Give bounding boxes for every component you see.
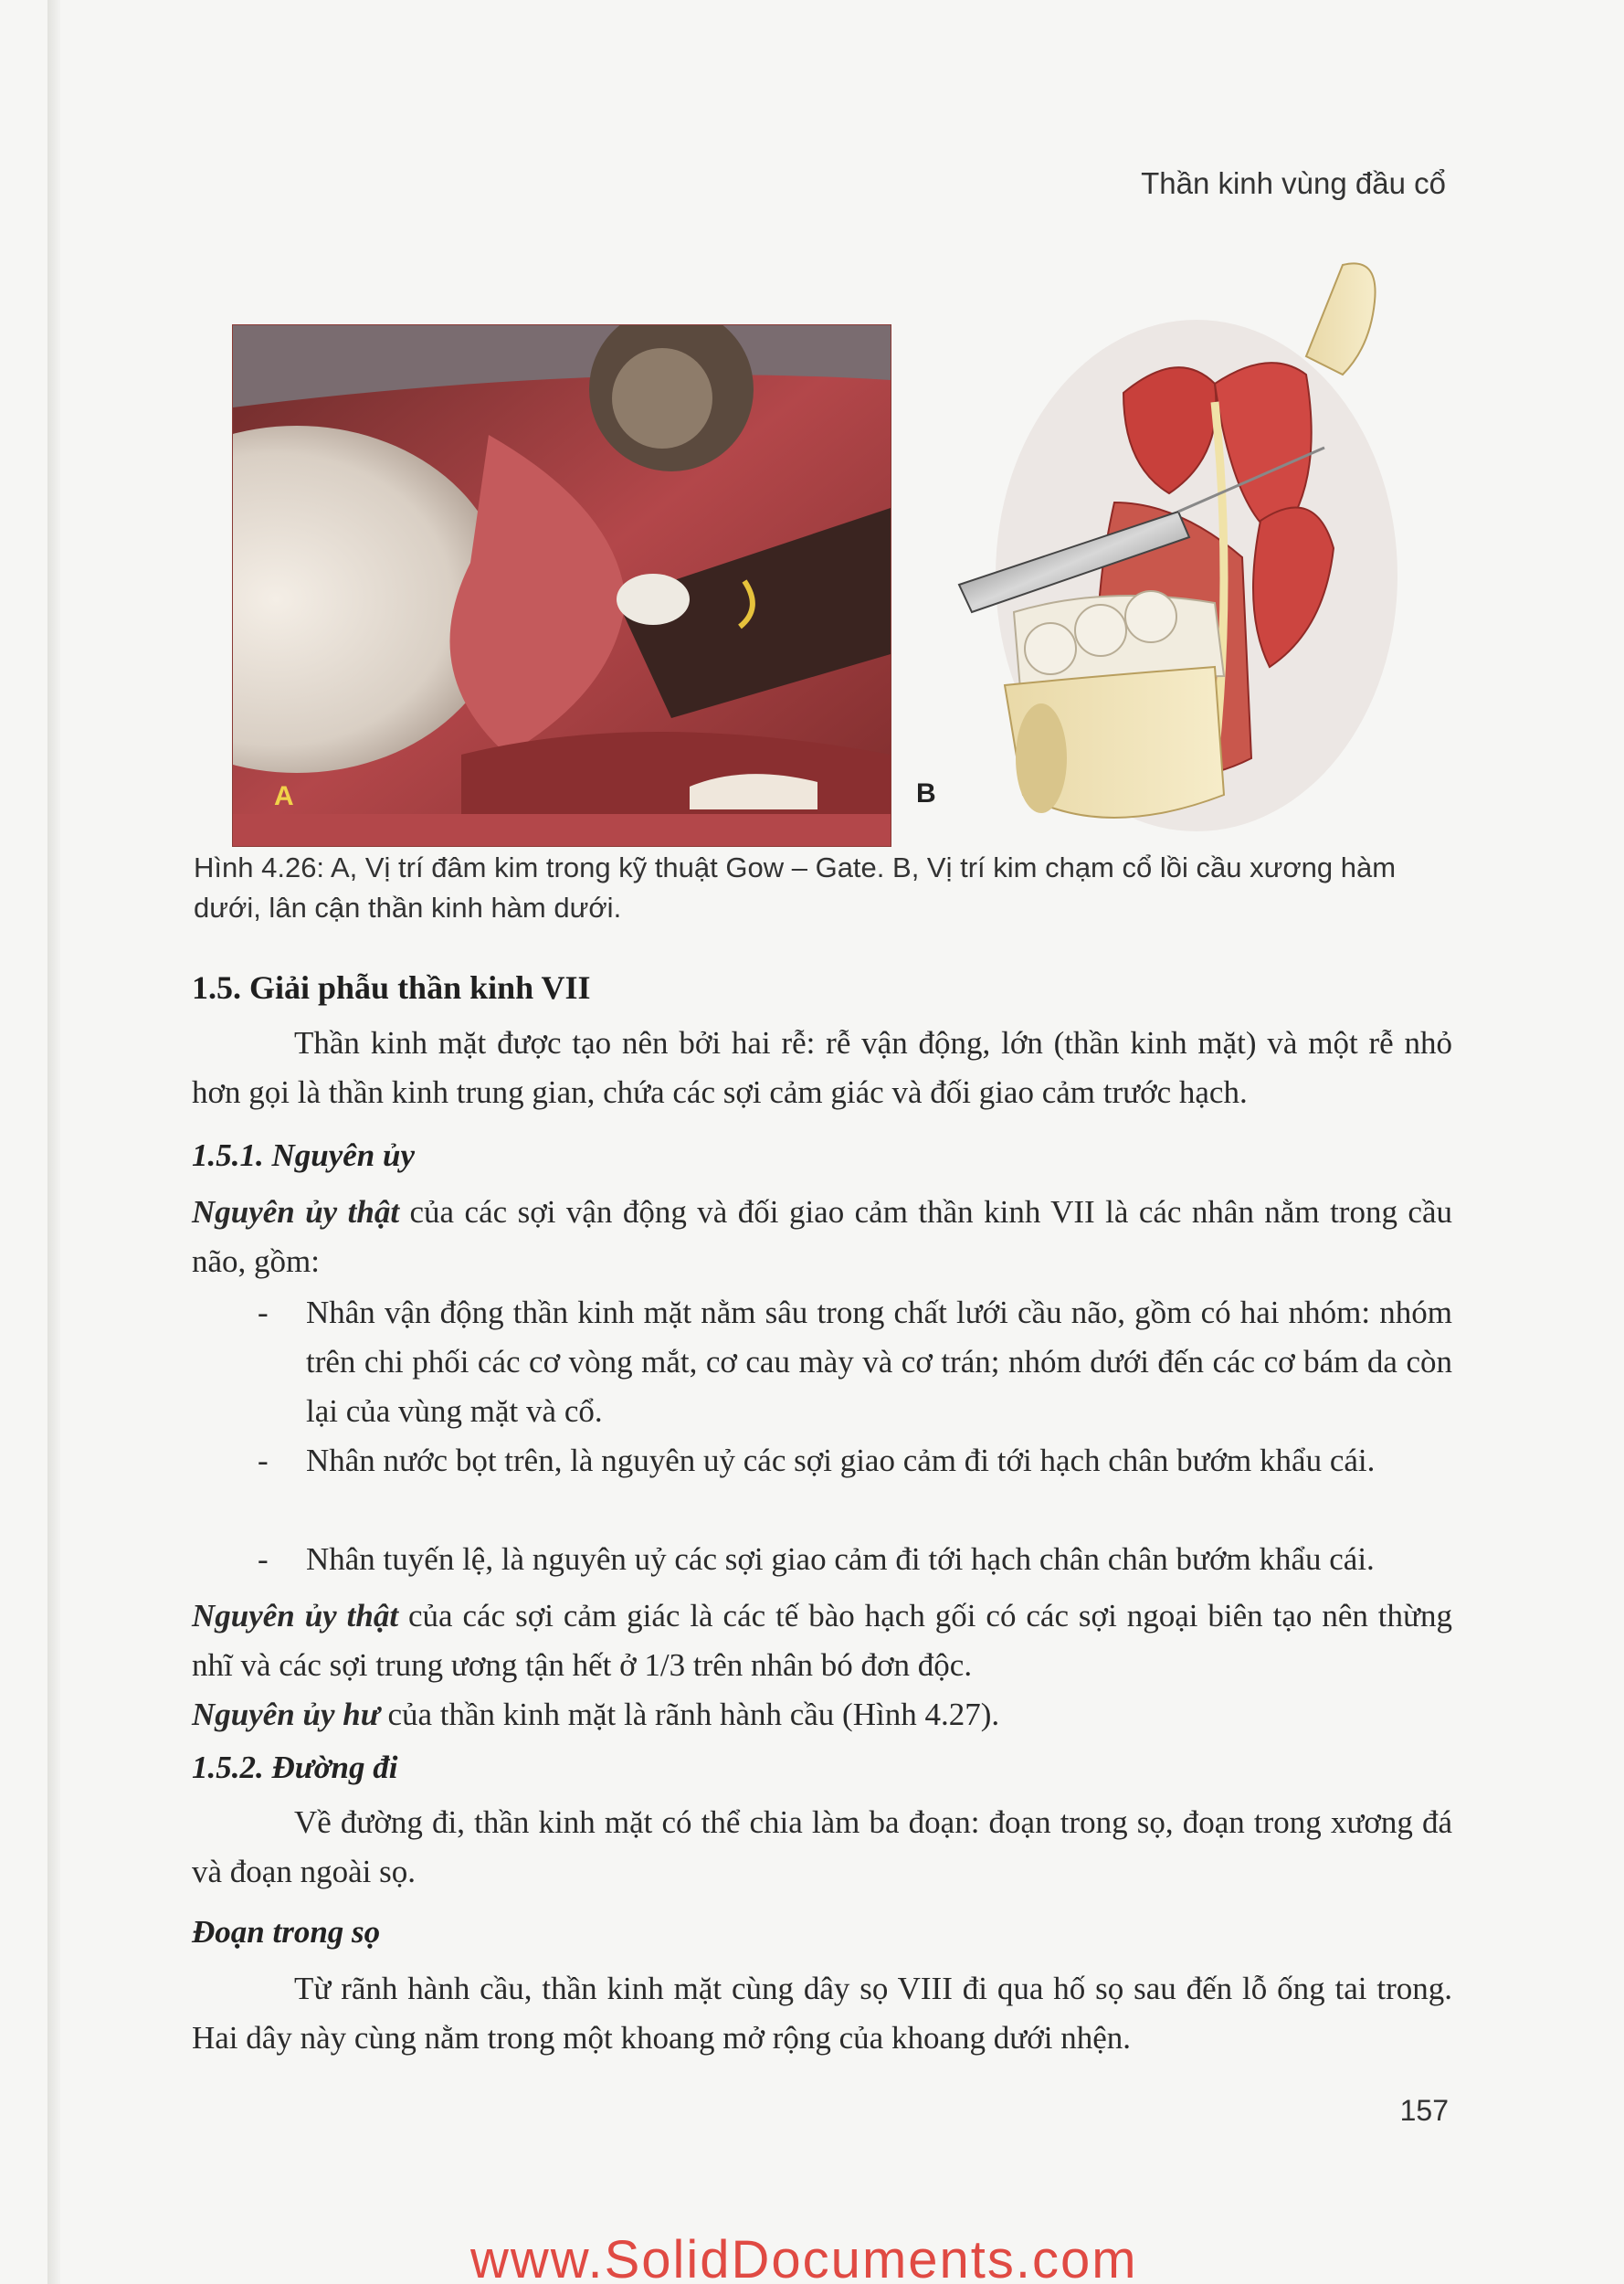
paragraph-true-origin-sensory bbox=[192, 1591, 1452, 1690]
term-true-origin: Nguyên ủy thật bbox=[192, 1598, 399, 1634]
list-item: Nhân nước bọt trên, là nguyên uỷ các sợi giao cảm đi tới hạch chân bướm khẩu cái. bbox=[306, 1443, 1376, 1478]
intro-paragraph: Thần kinh mặt được tạo nên bởi hai rễ: rễ vận động, lớn (thần kinh mặt) và một rễ nhỏ hơn gọi là thần kinh trung gian, chứa các sợi cảm giác và đối giao cảm trước hạch. bbox=[192, 1025, 1452, 1110]
caption-text: A, Vị trí đâm kim trong kỹ thuật Gow – Gate. B, Vị trí kim chạm cổ lồi cầu xương hàm dưới, lân cận thần kinh hàm dưới. bbox=[194, 851, 1397, 924]
bullet-mark: - bbox=[258, 1443, 269, 1478]
paragraph-text: của các sợi cảm giác là các tế bào hạch gối có các sợi ngoại biên tạo nên thừng nhĩ và các sợi trung ương tận hết ở 1/3 trên nhân bó đơn độc. bbox=[192, 1598, 1452, 1683]
paragraph-text: của các sợi vận động và đối giao cảm thần kinh VII là các nhân nằm trong cầu não, gồm: bbox=[192, 1194, 1452, 1279]
bullet-mark: - bbox=[258, 1295, 269, 1330]
intracranial-paragraph: Từ rãnh hành cầu, thần kinh mặt cùng dây sọ VIII đi qua hố sọ sau đến lỗ ống tai trong. Hai dây này cùng nằm trong một khoang mở rộng của khoang dưới nhện. bbox=[192, 1971, 1452, 2056]
section-heading: 1.5. Giải phẫu thần kinh VII bbox=[192, 969, 591, 1006]
subsection-heading-intracranial: Đoạn trong sọ bbox=[192, 1914, 381, 1950]
paragraph-text: của thần kinh mặt là rãnh hành cầu (Hình 4.27). bbox=[379, 1697, 1000, 1732]
page-gutter bbox=[47, 0, 60, 2284]
figure-illustration-b bbox=[941, 247, 1452, 850]
course-paragraph: Về đường đi, thần kinh mặt có thể chia làm ba đoạn: đoạn trong sọ, đoạn trong xương đá và đoạn ngoài sọ. bbox=[192, 1804, 1452, 1889]
watermark-text: www.SolidDocuments.com bbox=[470, 2230, 1138, 2284]
subsection-heading-origin: 1.5.1. Nguyên ủy bbox=[192, 1137, 416, 1173]
bullet-mark: - bbox=[258, 1541, 269, 1577]
figure-label-b: B bbox=[916, 778, 936, 809]
figure-caption bbox=[194, 848, 1454, 928]
list-item: Nhân vận động thần kinh mặt nằm sâu trong chất lưới cầu não, gồm có hai nhóm: nhóm trên chi phối các cơ vòng mắt, cơ cau mày và cơ trán; nhóm dưới đến các cơ bám da còn lại của vùng mặt và cổ. bbox=[306, 1295, 1452, 1429]
caption-label: Hình 4.26: bbox=[194, 851, 325, 883]
running-header: Thần kinh vùng đầu cổ bbox=[1141, 166, 1446, 200]
figure-photo-a bbox=[232, 324, 891, 847]
subsection-heading-course: 1.5.2. Đường đi bbox=[192, 1750, 398, 1785]
list-item: Nhân tuyến lệ, là nguyên uỷ các sợi giao cảm đi tới hạch chân chân bướm khẩu cái. bbox=[306, 1541, 1375, 1577]
term-apparent-origin: Nguyên ủy hư bbox=[192, 1697, 380, 1732]
paragraph-apparent-origin bbox=[192, 1690, 1452, 1739]
term-true-origin: Nguyên ủy thật bbox=[192, 1194, 400, 1230]
figure-label-a: A bbox=[274, 781, 294, 811]
watermark bbox=[470, 2229, 1201, 2284]
page-number: 157 bbox=[1399, 2094, 1449, 2127]
paragraph-true-origin-motor bbox=[192, 1188, 1452, 1286]
